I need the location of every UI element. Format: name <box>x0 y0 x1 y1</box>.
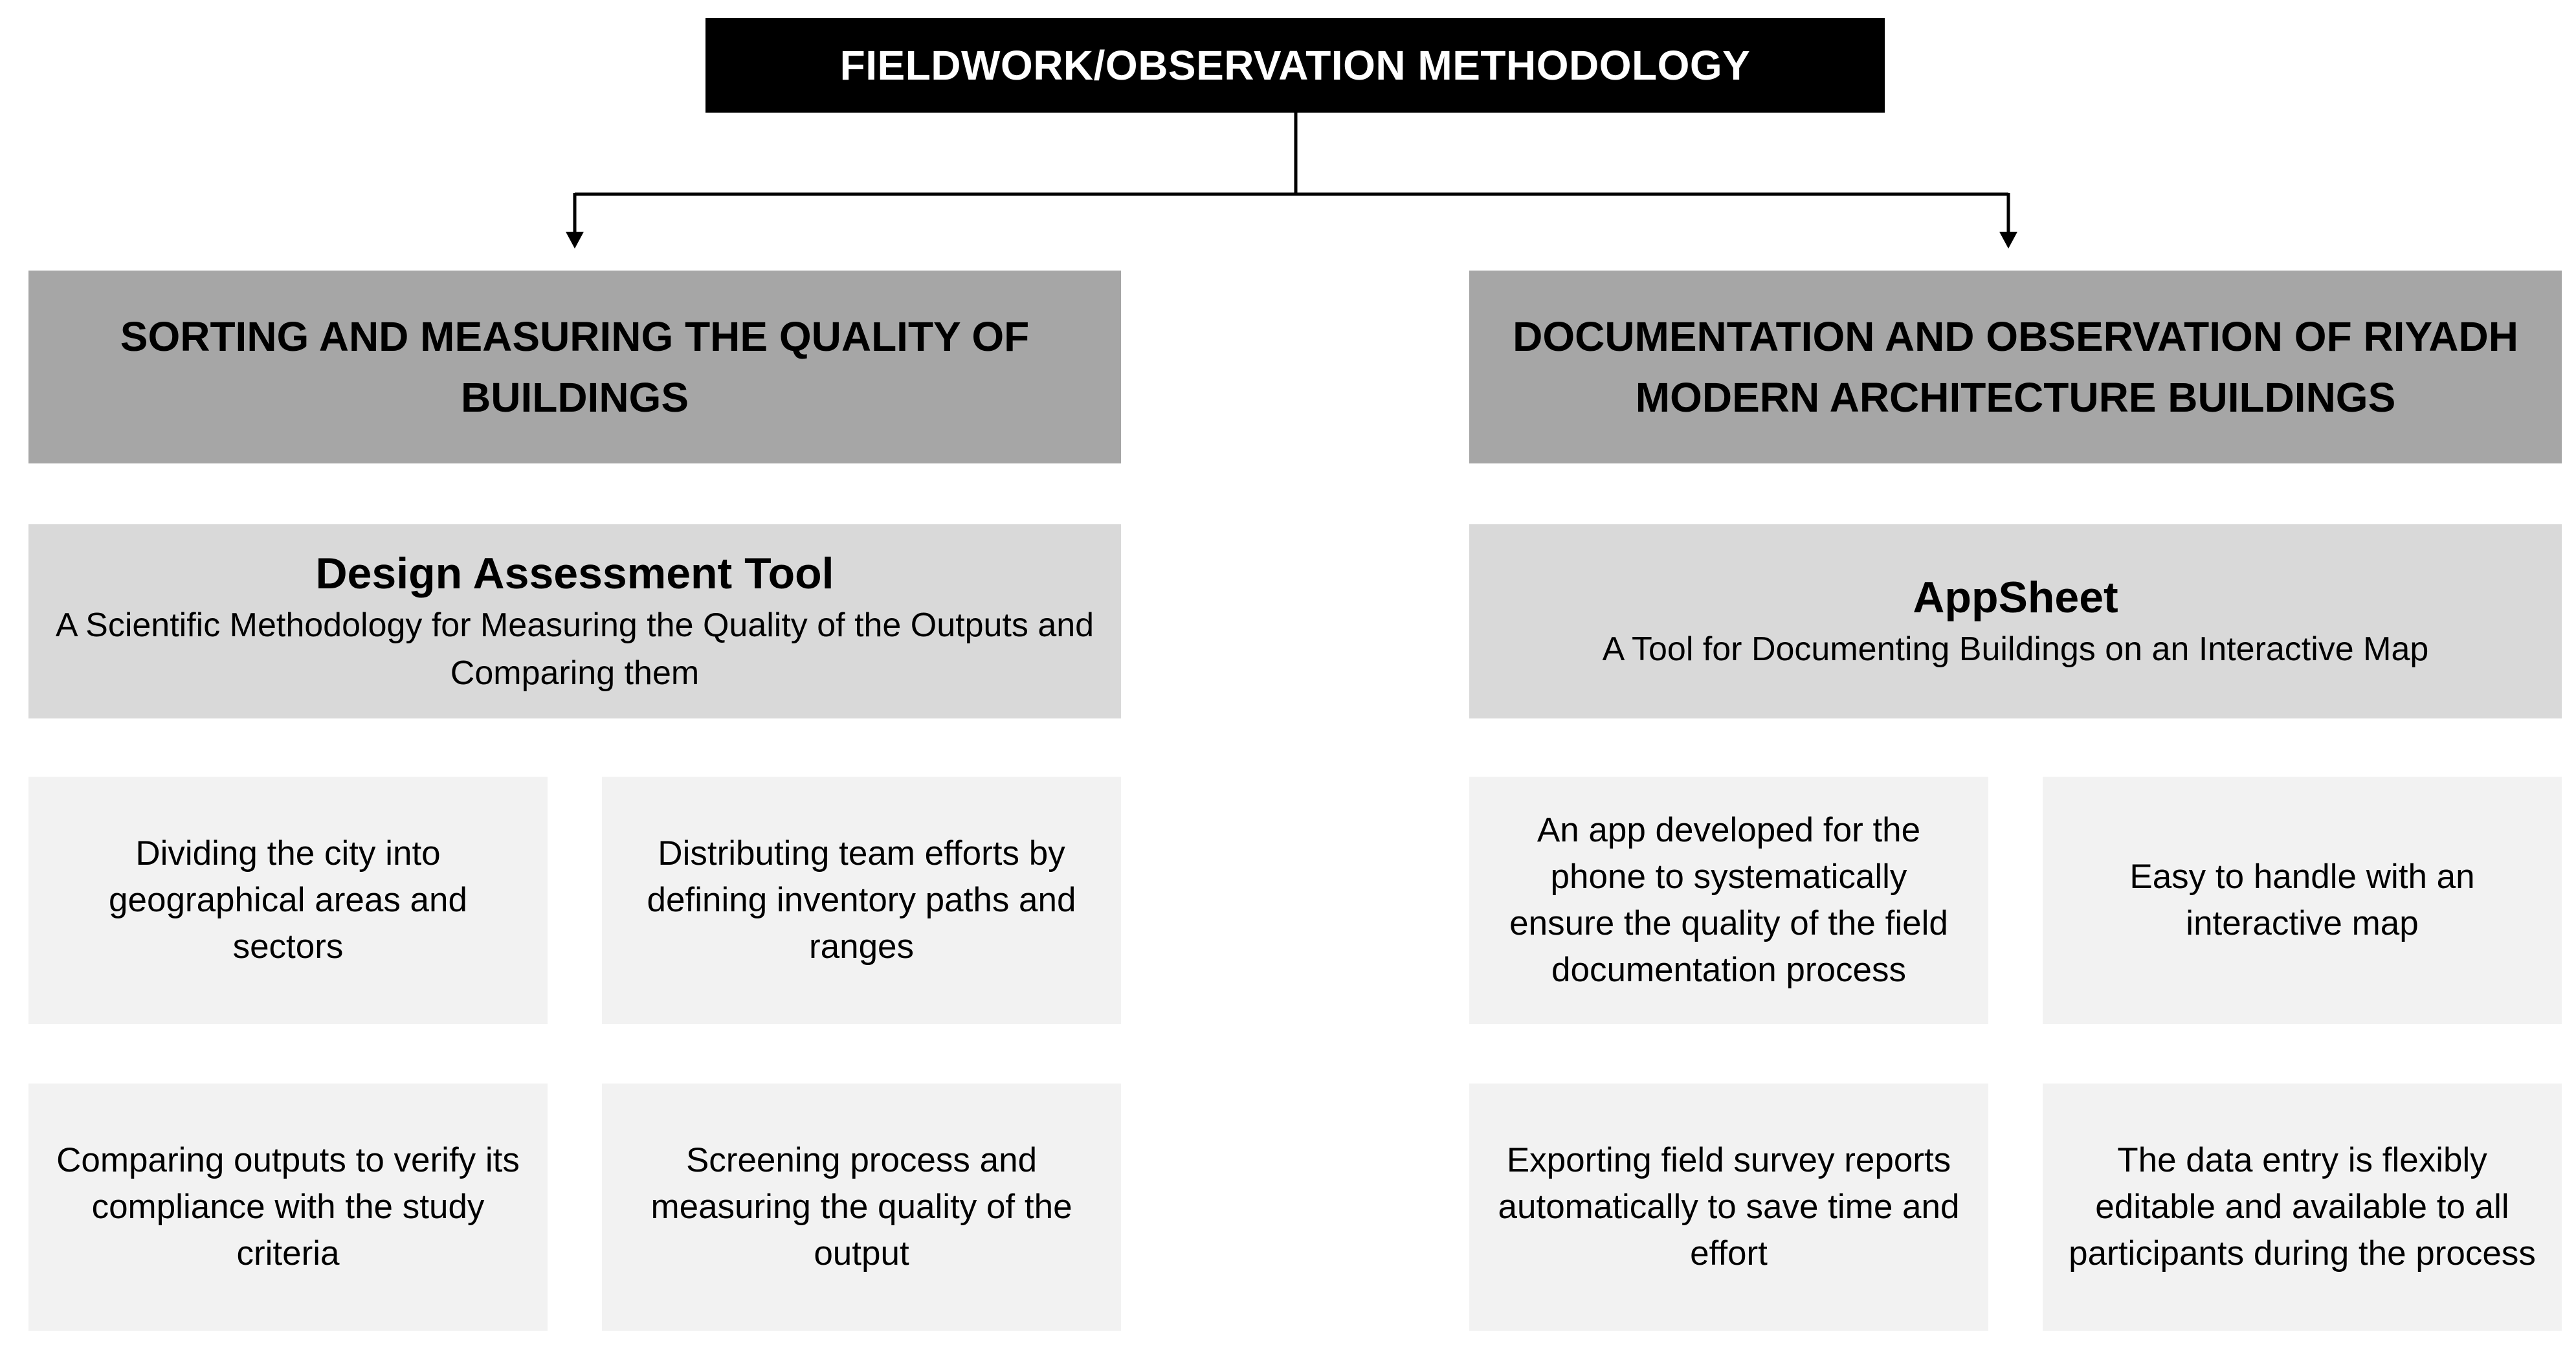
right-tool-subtitle: A Tool for Documenting Buildings on an Interactive Map <box>1602 630 2429 668</box>
right-branch-header-text: DOCUMENTATION AND OBSERVATION OF RIYADH MODERN ARCHITECTURE BUILDINGS <box>1513 313 2518 421</box>
left-tool-subtitle: A Scientific Methodology for Measuring the Quality of the Outputs and Comparing them <box>55 606 1094 692</box>
diagram-title-text: FIELDWORK/OBSERVATION METHODOLOGY <box>839 42 1751 89</box>
left-tool-title: Design Assessment Tool <box>315 549 834 598</box>
right-card-4-text: The data entry is flexibly editable and available to all participants during the process <box>2069 1141 2536 1273</box>
left-card-1 <box>28 777 548 1024</box>
left-card-1-text: Dividing the city into geographical areas and sectors <box>109 834 467 966</box>
left-branch-header <box>28 271 1121 463</box>
right-card-3 <box>1469 1084 1988 1331</box>
right-card-2-text: Easy to handle with an interactive map <box>2129 858 2475 942</box>
right-card-3-text: Exporting field survey reports automatically to save time and effort <box>1498 1141 1960 1273</box>
right-card-2 <box>2043 777 2562 1024</box>
left-card-2-text: Distributing team efforts by defining inventory paths and ranges <box>647 834 1076 966</box>
right-tool-title: AppSheet <box>1913 573 2118 622</box>
left-arrowhead <box>566 232 584 249</box>
right-tool-box <box>1469 524 2562 718</box>
diagram-title <box>705 18 1885 113</box>
left-card-4 <box>602 1084 1121 1331</box>
right-arrowhead <box>1999 232 2017 249</box>
left-card-4-text: Screening process and measuring the quality of the output <box>650 1141 1072 1273</box>
right-branch-header <box>1469 271 2562 463</box>
left-card-2 <box>602 777 1121 1024</box>
left-card-3-text: Comparing outputs to verify its compliance with the study criteria <box>56 1141 520 1273</box>
left-branch-header-text: SORTING AND MEASURING THE QUALITY OF BUILDINGS <box>120 313 1030 421</box>
left-tool-box <box>28 524 1121 718</box>
left-card-3 <box>28 1084 548 1331</box>
right-card-1 <box>1469 777 1988 1024</box>
right-card-1-text: An app developed for the phone to systematically ensure the quality of the field documentation process <box>1509 811 1948 989</box>
right-card-4 <box>2043 1084 2562 1331</box>
